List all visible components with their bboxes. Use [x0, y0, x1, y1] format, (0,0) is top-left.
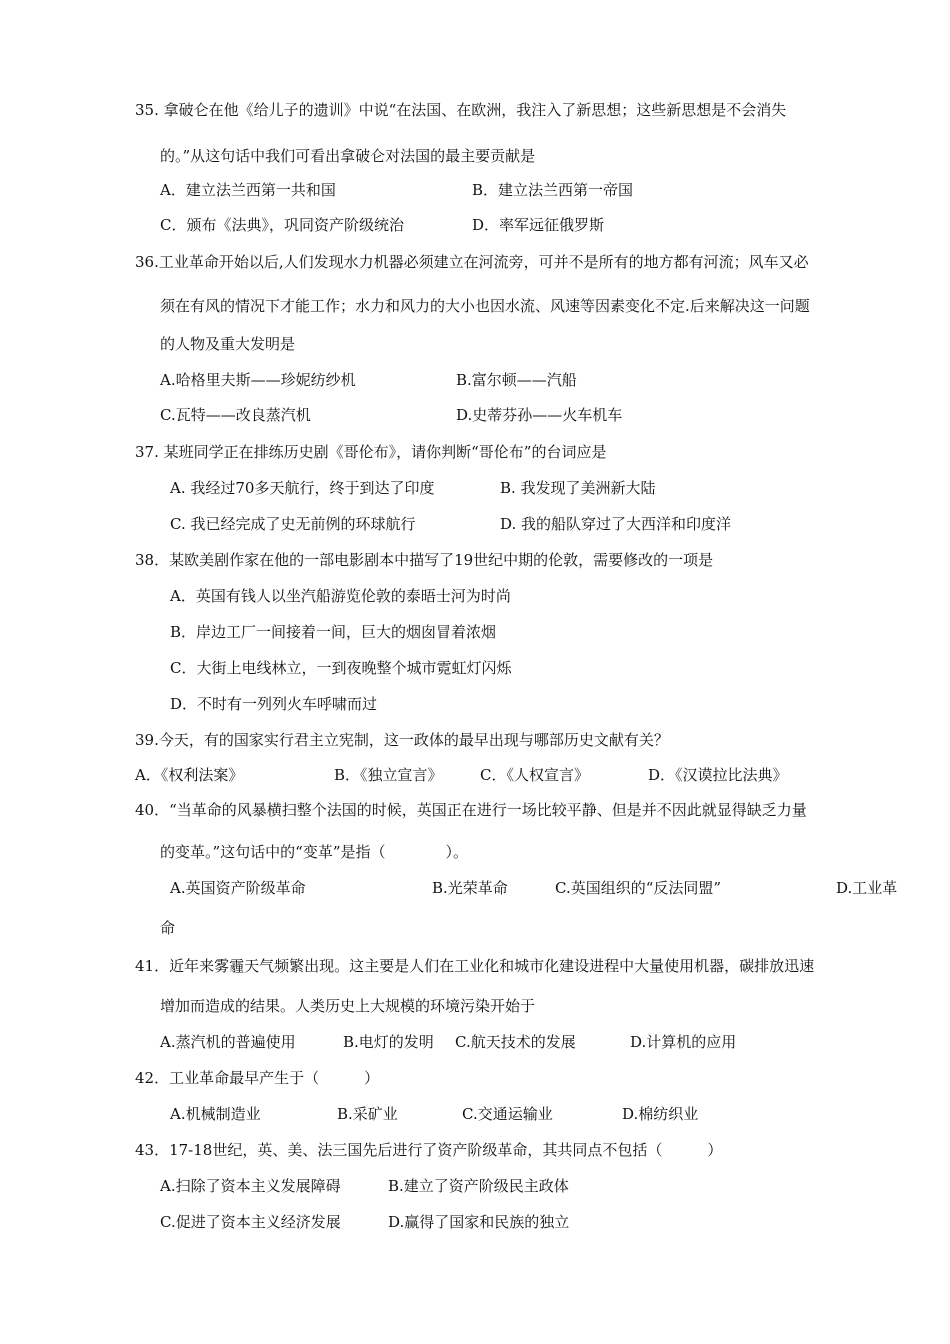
q41-option-c: C.航天技术的发展	[455, 1033, 576, 1051]
q35-stem-line-1: 35. 拿破仑在他《给儿子的遗训》中说“在法国、在欧洲，我注入了新思想；这些新思想是不会消失	[135, 101, 787, 119]
q39-option-d: D．《汉谟拉比法典》	[648, 766, 788, 784]
q37-option-a: A. 我经过70多天航行，终于到达了印度	[170, 479, 435, 497]
q38-option-d: D．不时有一列列火车呼啸而过	[170, 695, 378, 713]
q42-option-c: C.交通运输业	[462, 1105, 553, 1123]
q35-option-c: C．颁布《法典》，巩同资产阶级统治	[160, 216, 404, 234]
q35-option-a: A．建立法兰西第一共和国	[160, 181, 336, 199]
q36-stem-line-3: 的人物及重大发明是	[160, 335, 296, 353]
q40-stem-line-2: 的变革。”这句话中的“变革”是指（ ）。	[160, 843, 469, 861]
q41-option-b: B.电灯的发明	[343, 1033, 434, 1051]
q38-option-c: C．大街上电线林立，一到夜晚整个城市霓虹灯闪烁	[170, 659, 512, 677]
q42-option-b: B.采矿业	[337, 1105, 398, 1123]
q36-stem-line-2: 须在有风的情况下才能工作；水力和风力的大小也因水流、风速等因素变化不定.后来解决这一问题	[160, 297, 810, 315]
q42-stem: 42．工业革命最早产生于（ ）	[135, 1069, 380, 1087]
q35-stem-line-2: 的。”从这句话中我们可看出拿破仑对法国的最主要贡献是	[160, 147, 536, 165]
q41-option-a: A.蒸汽机的普遍使用	[160, 1033, 296, 1051]
q41-stem-line-2: 增加而造成的结果。人类历史上大规模的环境污染开始于	[160, 997, 536, 1015]
q39-option-a: A．《权利法案》	[135, 766, 244, 784]
q42-option-d: D.棉纺织业	[622, 1105, 699, 1123]
q43-stem: 43．17-18世纪，英、美、法三国先后进行了资产阶级革命，其共同点不包括（ ）	[135, 1141, 723, 1159]
q35-option-d: D．率军远征俄罗斯	[472, 216, 605, 234]
q43-option-a: A.扫除了资本主义发展障碍	[160, 1177, 341, 1195]
q38-stem: 38．某欧美剧作家在他的一部电影剧本中描写了19世纪中期的伦敦，需要修改的一项是	[135, 551, 714, 569]
q37-option-b: B. 我发现了美洲新大陆	[500, 479, 656, 497]
q36-option-a: A.哈格里夫斯——珍妮纺纱机	[160, 371, 356, 389]
q40-option-a: A.英国资产阶级革命	[170, 879, 306, 897]
q37-option-c: C. 我已经完成了史无前例的环球航行	[170, 515, 416, 533]
q39-stem: 39.今天，有的国家实行君主立宪制，这一政体的最早出现与哪部历史文献有关？	[135, 731, 669, 749]
q37-option-d: D. 我的船队穿过了大西洋和印度洋	[500, 515, 732, 533]
q39-option-b: B．《独立宣言》	[334, 766, 443, 784]
q36-option-d: D.史蒂芬孙——火车机车	[456, 406, 623, 424]
q40-stem-line-1: 40．“当革命的风暴横扫整个法国的时候，英国正在进行一场比较平静、但是并不因此就显得缺乏力量	[135, 801, 807, 819]
q43-option-b: B.建立了资产阶级民主政体	[388, 1177, 569, 1195]
q43-option-d: D.赢得了国家和民族的独立	[388, 1213, 570, 1231]
q40-option-c: C.英国组织的“反法同盟”	[555, 879, 722, 897]
q37-stem: 37. 某班同学正在排练历史剧《哥伦布》，请你判断“哥伦布”的台词应是	[135, 443, 607, 461]
q42-option-a: A.机械制造业	[170, 1105, 261, 1123]
q41-option-d: D.计算机的应用	[630, 1033, 737, 1051]
q36-stem-line-1: 36.工业革命开始以后,人们发现水力机器必须建立在河流旁，可并不是所有的地方都有河流；风车又必	[135, 253, 809, 271]
q39-option-c: C．《人权宣言》	[480, 766, 589, 784]
q38-option-a: A．英国有钱人以坐汽船游览伦敦的泰晤士河为时尚	[170, 587, 511, 605]
q40-option-d: D.工业革	[836, 879, 898, 897]
q36-option-c: C.瓦特——改良蒸汽机	[160, 406, 311, 424]
q40-option-b: B.光荣革命	[432, 879, 508, 897]
q38-option-b: B．岸边工厂一间接着一间，巨大的烟囱冒着浓烟	[170, 623, 497, 641]
q41-stem-line-1: 41．近年来雾霾天气频繁出现。这主要是人们在工业化和城市化建设进程中大量使用机器，碳排放迅速	[135, 957, 815, 975]
q43-option-c: C.促进了资本主义经济发展	[160, 1213, 341, 1231]
q35-option-b: B．建立法兰西第一帝国	[472, 181, 634, 199]
q40-option-d-continued: 命	[160, 919, 176, 937]
q36-option-b: B.富尔顿——汽船	[456, 371, 577, 389]
